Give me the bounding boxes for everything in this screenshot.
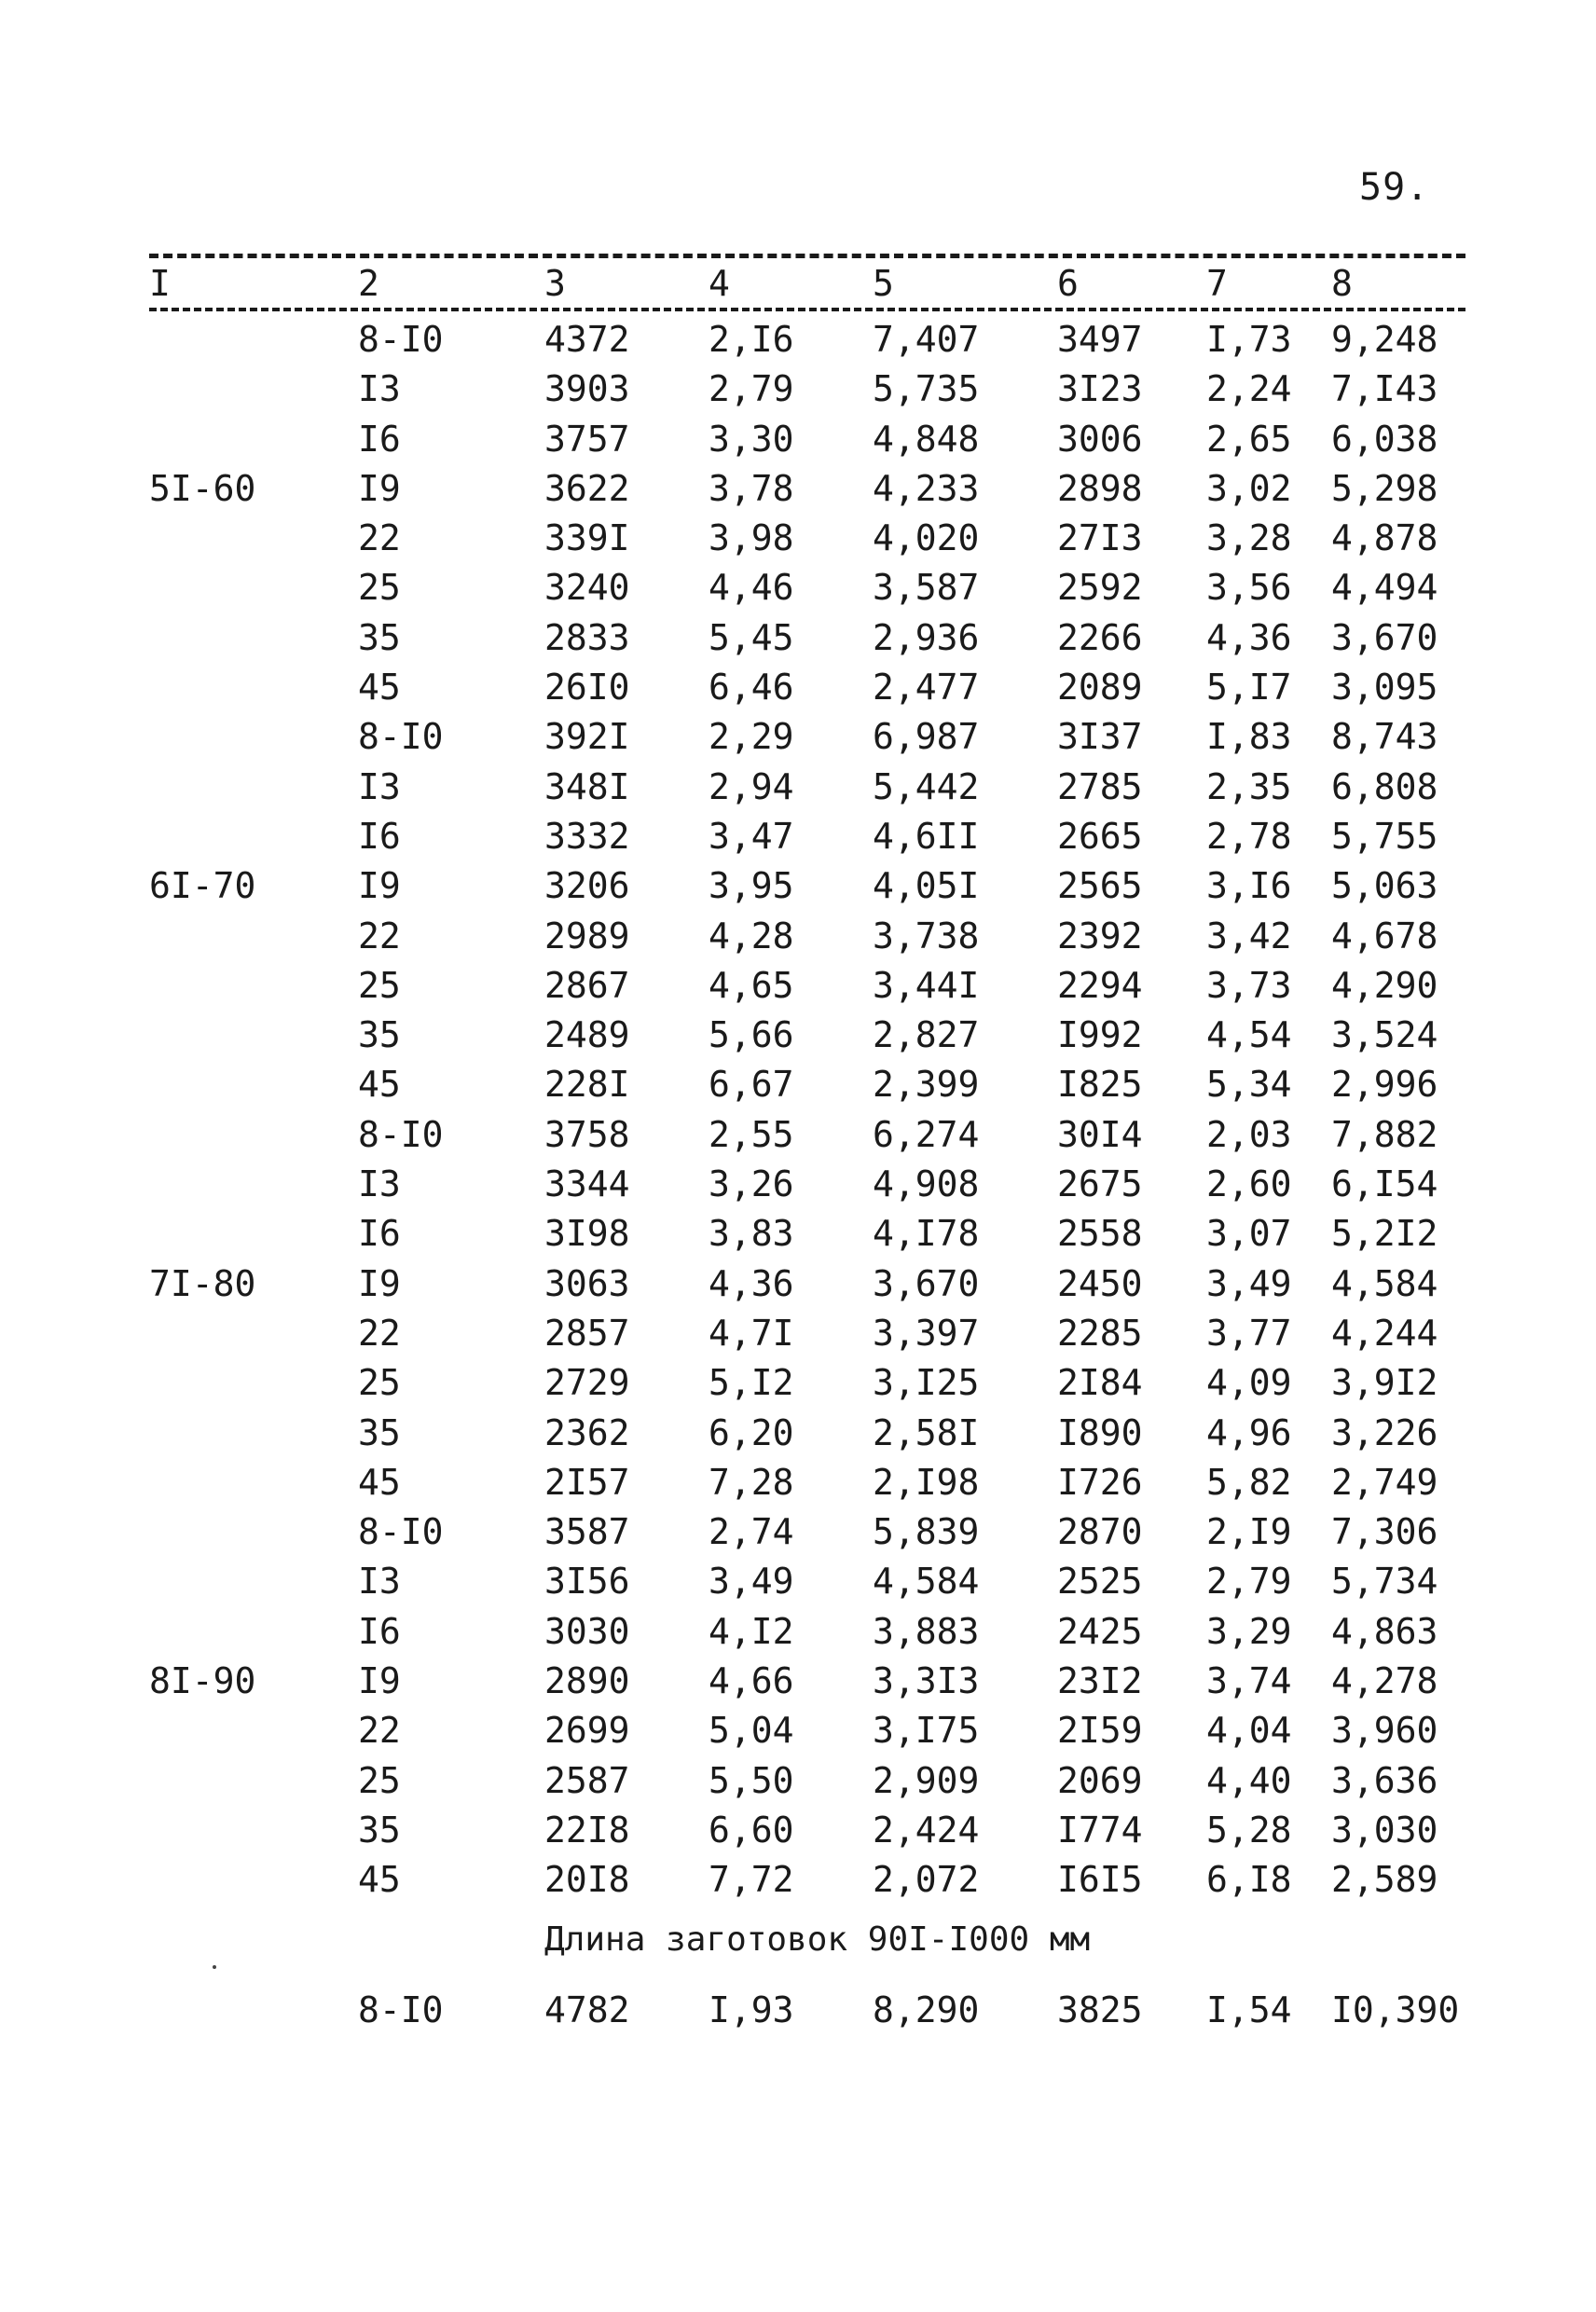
header-col-1: I	[149, 263, 171, 304]
cell-col-7: 5,82	[1206, 1461, 1292, 1503]
cell-col-6: 2565	[1057, 865, 1143, 907]
cell-col-7: 2,60	[1206, 1163, 1292, 1205]
cell-col-2: 8-I0	[358, 1113, 444, 1155]
cell-col-8: 3,960	[1331, 1710, 1438, 1752]
section-caption: Длина заготовок 90I-I000 мм	[544, 1920, 1091, 1959]
cell-col-8: 6,038	[1331, 418, 1438, 460]
cell-col-6: 2898	[1057, 467, 1143, 509]
cell-col-5: 4,584	[873, 1561, 980, 1603]
cell-col-6: 2392	[1057, 915, 1143, 956]
cell-col-7: 5,I7	[1206, 667, 1292, 709]
cell-col-5: 8,290	[873, 1989, 980, 2030]
cell-col-8: 4,244	[1331, 1312, 1438, 1354]
cell-col-3: 3757	[544, 418, 630, 460]
cell-col-3: 3063	[544, 1262, 630, 1304]
table-row	[0, 1506, 1596, 1555]
cell-col-4: 4,I2	[709, 1610, 794, 1652]
cell-col-3: 2833	[544, 616, 630, 658]
cell-col-2: I3	[358, 368, 401, 410]
cell-col-5: 3,I25	[873, 1362, 980, 1404]
table-row	[0, 1853, 1596, 1903]
cell-col-6: 2592	[1057, 567, 1143, 609]
cell-col-2: 25	[358, 964, 401, 1006]
cell-col-2: 8-I0	[358, 716, 444, 758]
cell-col-8: 7,306	[1331, 1511, 1438, 1553]
cell-col-8: 5,755	[1331, 815, 1438, 857]
cell-col-7: 2,78	[1206, 815, 1292, 857]
table-row	[0, 1307, 1596, 1356]
cell-col-6: I890	[1057, 1411, 1143, 1453]
cell-col-5: 5,839	[873, 1511, 980, 1553]
cell-col-6: I825	[1057, 1064, 1143, 1106]
table-row	[0, 1755, 1596, 1804]
cell-col-6: 3I23	[1057, 368, 1143, 410]
cell-col-4: 5,45	[709, 616, 794, 658]
cell-col-6: 30I4	[1057, 1113, 1143, 1155]
cell-col-4: 2,55	[709, 1113, 794, 1155]
cell-col-5: 2,399	[873, 1064, 980, 1106]
cell-col-5: 4,848	[873, 418, 980, 460]
cell-col-2: I3	[358, 1561, 401, 1603]
cell-col-2: 35	[358, 1411, 401, 1453]
table-body	[0, 313, 1596, 1904]
cell-col-3: 4782	[544, 1989, 630, 2030]
cell-col-6: 3I37	[1057, 716, 1143, 758]
cell-col-8: 5,063	[1331, 865, 1438, 907]
cell-col-6: I726	[1057, 1461, 1143, 1503]
table-row-last	[0, 1984, 1596, 2040]
header-col-7: 7	[1206, 263, 1228, 304]
table-row	[0, 1258, 1596, 1307]
cell-col-6: 3825	[1057, 1989, 1143, 2030]
cell-col-2: I9	[358, 865, 401, 907]
header-col-6: 6	[1057, 263, 1079, 304]
cell-col-3: 26I0	[544, 667, 630, 709]
cell-col-5: 4,908	[873, 1163, 980, 1205]
group-label: 6I-70	[149, 865, 256, 907]
table-row	[0, 1108, 1596, 1158]
cell-col-3: 3I98	[544, 1213, 630, 1255]
cell-col-4: 4,28	[709, 915, 794, 956]
cell-col-5: 3,397	[873, 1312, 980, 1354]
cell-col-3: 4372	[544, 319, 630, 360]
cell-col-3: 348I	[544, 765, 630, 807]
table-row	[0, 1804, 1596, 1853]
cell-col-5: 4,I78	[873, 1213, 980, 1255]
cell-col-5: 2,477	[873, 667, 980, 709]
table-top-rule	[149, 254, 1465, 258]
cell-col-2: 45	[358, 667, 401, 709]
cell-col-8: 9,248	[1331, 319, 1438, 360]
cell-col-8: 5,734	[1331, 1561, 1438, 1603]
cell-col-5: 5,735	[873, 368, 980, 410]
cell-col-6: 3497	[1057, 319, 1143, 360]
cell-col-7: 3,28	[1206, 517, 1292, 559]
header-underline-rule	[149, 308, 1465, 311]
cell-col-4: 2,79	[709, 368, 794, 410]
cell-col-7: 3,74	[1206, 1660, 1292, 1702]
header-col-2: 2	[358, 263, 379, 304]
cell-col-6: 27I3	[1057, 517, 1143, 559]
cell-col-7: I,73	[1206, 319, 1292, 360]
table-row	[0, 1158, 1596, 1207]
cell-col-7: 2,I9	[1206, 1511, 1292, 1553]
cell-col-2: 8-I0	[358, 1511, 444, 1553]
cell-col-4: 5,66	[709, 1014, 794, 1056]
cell-col-3: 2989	[544, 915, 630, 956]
cell-col-3: 2587	[544, 1759, 630, 1801]
cell-col-5: 2,072	[873, 1859, 980, 1901]
cell-col-4: 3,98	[709, 517, 794, 559]
cell-col-3: 339I	[544, 517, 630, 559]
table-row	[0, 363, 1596, 412]
cell-col-2: 22	[358, 1312, 401, 1354]
cell-col-2: 45	[358, 1461, 401, 1503]
cell-col-5: 6,987	[873, 716, 980, 758]
cell-col-6: 2425	[1057, 1610, 1143, 1652]
cell-col-8: 4,678	[1331, 915, 1438, 956]
page-number: 59.	[1359, 166, 1430, 209]
cell-col-5: 2,424	[873, 1809, 980, 1851]
cell-col-3: 2867	[544, 964, 630, 1006]
cell-col-7: 4,04	[1206, 1710, 1292, 1752]
cell-col-5: 2,936	[873, 616, 980, 658]
cell-col-3: 3758	[544, 1113, 630, 1155]
cell-col-3: 3030	[544, 1610, 630, 1652]
cell-col-7: 4,54	[1206, 1014, 1292, 1056]
cell-col-2: 35	[358, 1809, 401, 1851]
cell-col-4: 3,78	[709, 467, 794, 509]
cell-col-4: 4,46	[709, 567, 794, 609]
cell-col-8: 4,278	[1331, 1660, 1438, 1702]
cell-col-2: 25	[358, 1759, 401, 1801]
cell-col-3: 2857	[544, 1312, 630, 1354]
cell-col-6: 2665	[1057, 815, 1143, 857]
cell-col-2: 8-I0	[358, 1989, 444, 2030]
cell-col-5: 2,I98	[873, 1461, 980, 1503]
cell-col-5: 2,58I	[873, 1411, 980, 1453]
table-row	[0, 1407, 1596, 1456]
cell-col-2: I9	[358, 467, 401, 509]
cell-col-2: 35	[358, 616, 401, 658]
cell-col-2: I3	[358, 1163, 401, 1205]
table-row	[0, 612, 1596, 661]
cell-col-8: I0,390	[1331, 1989, 1460, 2030]
cell-col-3: 2489	[544, 1014, 630, 1056]
table-row	[0, 1605, 1596, 1655]
cell-col-6: 3006	[1057, 418, 1143, 460]
table-row	[0, 1655, 1596, 1704]
cell-col-5: 4,020	[873, 517, 980, 559]
cell-col-7: 3,49	[1206, 1262, 1292, 1304]
cell-col-4: 2,74	[709, 1511, 794, 1553]
cell-col-5: 4,6II	[873, 815, 980, 857]
table-row	[0, 761, 1596, 810]
cell-col-7: 3,42	[1206, 915, 1292, 956]
cell-col-3: 3332	[544, 815, 630, 857]
cell-col-3: 2890	[544, 1660, 630, 1702]
cell-col-4: 7,28	[709, 1461, 794, 1503]
cell-col-4: 3,49	[709, 1561, 794, 1603]
cell-col-4: 6,60	[709, 1809, 794, 1851]
cell-col-3: 392I	[544, 716, 630, 758]
table-row	[0, 313, 1596, 363]
cell-col-7: 3,77	[1206, 1312, 1292, 1354]
cell-col-3: 3240	[544, 567, 630, 609]
cell-col-3: 2I57	[544, 1461, 630, 1503]
cell-col-4: 5,04	[709, 1710, 794, 1752]
cell-col-5: 2,827	[873, 1014, 980, 1056]
cell-col-4: 4,65	[709, 964, 794, 1006]
cell-col-6: 2285	[1057, 1312, 1143, 1354]
cell-col-8: 7,882	[1331, 1113, 1438, 1155]
cell-col-2: 25	[358, 567, 401, 609]
cell-col-2: 35	[358, 1014, 401, 1056]
cell-col-6: 2675	[1057, 1163, 1143, 1205]
cell-col-2: 22	[358, 1710, 401, 1752]
cell-col-4: 2,I6	[709, 319, 794, 360]
cell-col-6: 2294	[1057, 964, 1143, 1006]
cell-col-4: 7,72	[709, 1859, 794, 1901]
cell-col-3: 3622	[544, 467, 630, 509]
table-row	[0, 1356, 1596, 1406]
cell-col-6: I6I5	[1057, 1859, 1143, 1901]
cell-col-3: 3587	[544, 1511, 630, 1553]
cell-col-5: 7,407	[873, 319, 980, 360]
cell-col-3: 3206	[544, 865, 630, 907]
cell-col-5: 3,44I	[873, 964, 980, 1006]
cell-col-7: 6,I8	[1206, 1859, 1292, 1901]
table-row	[0, 661, 1596, 710]
cell-col-8: 3,636	[1331, 1759, 1438, 1801]
table-row	[0, 910, 1596, 959]
cell-col-8: 3,9I2	[1331, 1362, 1438, 1404]
cell-col-8: 2,996	[1331, 1064, 1438, 1106]
cell-col-3: 2699	[544, 1710, 630, 1752]
scan-speck	[213, 1965, 216, 1969]
cell-col-6: 2450	[1057, 1262, 1143, 1304]
cell-col-7: 2,03	[1206, 1113, 1292, 1155]
cell-col-2: 45	[358, 1064, 401, 1106]
cell-col-2: I3	[358, 765, 401, 807]
cell-col-6: 2870	[1057, 1511, 1143, 1553]
cell-col-8: 2,749	[1331, 1461, 1438, 1503]
header-col-4: 4	[709, 263, 730, 304]
cell-col-3: 22I8	[544, 1809, 630, 1851]
cell-col-4: 4,7I	[709, 1312, 794, 1354]
cell-col-5: 2,909	[873, 1759, 980, 1801]
table-row	[0, 561, 1596, 611]
cell-col-6: I774	[1057, 1809, 1143, 1851]
cell-col-8: 3,670	[1331, 616, 1438, 658]
cell-col-6: 2089	[1057, 667, 1143, 709]
cell-col-7: 3,07	[1206, 1213, 1292, 1255]
cell-col-2: I6	[358, 815, 401, 857]
table-row	[0, 710, 1596, 760]
cell-col-4: 6,67	[709, 1064, 794, 1106]
table-row	[0, 512, 1596, 561]
cell-col-5: 3,670	[873, 1262, 980, 1304]
cell-col-7: I,83	[1206, 716, 1292, 758]
cell-col-8: 5,298	[1331, 467, 1438, 509]
cell-col-4: 6,20	[709, 1411, 794, 1453]
cell-col-4: 5,50	[709, 1759, 794, 1801]
cell-col-7: 5,34	[1206, 1064, 1292, 1106]
cell-col-4: 3,47	[709, 815, 794, 857]
cell-col-8: 3,030	[1331, 1809, 1438, 1851]
cell-col-8: 8,743	[1331, 716, 1438, 758]
cell-col-7: 3,02	[1206, 467, 1292, 509]
cell-col-4: 3,26	[709, 1163, 794, 1205]
cell-col-8: 6,808	[1331, 765, 1438, 807]
cell-col-5: 3,587	[873, 567, 980, 609]
cell-col-8: 4,878	[1331, 517, 1438, 559]
cell-col-5: 4,05I	[873, 865, 980, 907]
cell-col-7: 3,73	[1206, 964, 1292, 1006]
cell-col-8: 3,524	[1331, 1014, 1438, 1056]
cell-col-6: 2I59	[1057, 1710, 1143, 1752]
cell-col-7: 4,40	[1206, 1759, 1292, 1801]
table-row	[0, 1555, 1596, 1604]
cell-col-2: 22	[358, 915, 401, 956]
cell-col-4: 5,I2	[709, 1362, 794, 1404]
cell-col-7: 4,96	[1206, 1411, 1292, 1453]
cell-col-8: 4,863	[1331, 1610, 1438, 1652]
cell-col-2: I6	[358, 418, 401, 460]
cell-col-4: 6,46	[709, 667, 794, 709]
cell-col-6: 23I2	[1057, 1660, 1143, 1702]
cell-col-4: 3,30	[709, 418, 794, 460]
cell-col-5: 3,883	[873, 1610, 980, 1652]
header-col-8: 8	[1331, 263, 1353, 304]
table-row	[0, 1009, 1596, 1058]
group-label: 7I-80	[149, 1262, 256, 1304]
cell-col-2: I6	[358, 1213, 401, 1255]
table-row	[0, 810, 1596, 860]
cell-col-3: 3903	[544, 368, 630, 410]
cell-col-7: 4,36	[1206, 616, 1292, 658]
cell-col-4: 3,83	[709, 1213, 794, 1255]
cell-col-5: 4,233	[873, 467, 980, 509]
cell-col-3: 3344	[544, 1163, 630, 1205]
table-row	[0, 860, 1596, 909]
cell-col-4: 4,36	[709, 1262, 794, 1304]
cell-col-6: 2069	[1057, 1759, 1143, 1801]
cell-col-8: 4,494	[1331, 567, 1438, 609]
table-row	[0, 1704, 1596, 1754]
cell-col-8: 7,I43	[1331, 368, 1438, 410]
cell-col-2: 45	[358, 1859, 401, 1901]
group-label: 5I-60	[149, 467, 256, 509]
cell-col-6: 2I84	[1057, 1362, 1143, 1404]
cell-col-4: 2,94	[709, 765, 794, 807]
cell-col-5: 3,738	[873, 915, 980, 956]
cell-col-3: 228I	[544, 1064, 630, 1106]
cell-col-3: 2729	[544, 1362, 630, 1404]
cell-col-6: 2558	[1057, 1213, 1143, 1255]
cell-col-3: 3I56	[544, 1561, 630, 1603]
table-row	[0, 413, 1596, 462]
cell-col-3: 2362	[544, 1411, 630, 1453]
cell-col-7: 3,29	[1206, 1610, 1292, 1652]
table-row	[0, 462, 1596, 512]
header-col-3: 3	[544, 263, 566, 304]
cell-col-5: 3,3I3	[873, 1660, 980, 1702]
cell-col-6: I992	[1057, 1014, 1143, 1056]
cell-col-7: 2,35	[1206, 765, 1292, 807]
cell-col-8: 3,226	[1331, 1411, 1438, 1453]
cell-col-8: 6,I54	[1331, 1163, 1438, 1205]
cell-col-7: 2,65	[1206, 418, 1292, 460]
cell-col-5: 5,442	[873, 765, 980, 807]
cell-col-7: I,54	[1206, 1989, 1292, 2030]
cell-col-2: I6	[358, 1610, 401, 1652]
cell-col-2: 8-I0	[358, 319, 444, 360]
cell-col-7: 5,28	[1206, 1809, 1292, 1851]
cell-col-2: I9	[358, 1660, 401, 1702]
table-row	[0, 1456, 1596, 1506]
cell-col-8: 3,095	[1331, 667, 1438, 709]
cell-col-8: 4,290	[1331, 964, 1438, 1006]
cell-col-7: 3,I6	[1206, 865, 1292, 907]
cell-col-6: 2266	[1057, 616, 1143, 658]
cell-col-8: 4,584	[1331, 1262, 1438, 1304]
cell-col-4: 4,66	[709, 1660, 794, 1702]
cell-col-4: I,93	[709, 1989, 794, 2030]
table-row	[0, 1207, 1596, 1257]
cell-col-2: 25	[358, 1362, 401, 1404]
cell-col-6: 2525	[1057, 1561, 1143, 1603]
cell-col-2: 22	[358, 517, 401, 559]
cell-col-7: 4,09	[1206, 1362, 1292, 1404]
group-label: 8I-90	[149, 1660, 256, 1702]
cell-col-4: 3,95	[709, 865, 794, 907]
cell-col-7: 2,24	[1206, 368, 1292, 410]
cell-col-5: 3,I75	[873, 1710, 980, 1752]
table-row	[0, 959, 1596, 1009]
cell-col-6: 2785	[1057, 765, 1143, 807]
cell-col-5: 6,274	[873, 1113, 980, 1155]
cell-col-4: 2,29	[709, 716, 794, 758]
cell-col-8: 5,2I2	[1331, 1213, 1438, 1255]
header-col-5: 5	[873, 263, 894, 304]
table-header-row	[0, 263, 1596, 304]
cell-col-3: 20I8	[544, 1859, 630, 1901]
cell-col-8: 2,589	[1331, 1859, 1438, 1901]
cell-col-7: 3,56	[1206, 567, 1292, 609]
table-row	[0, 1058, 1596, 1108]
cell-col-7: 2,79	[1206, 1561, 1292, 1603]
cell-col-2: I9	[358, 1262, 401, 1304]
